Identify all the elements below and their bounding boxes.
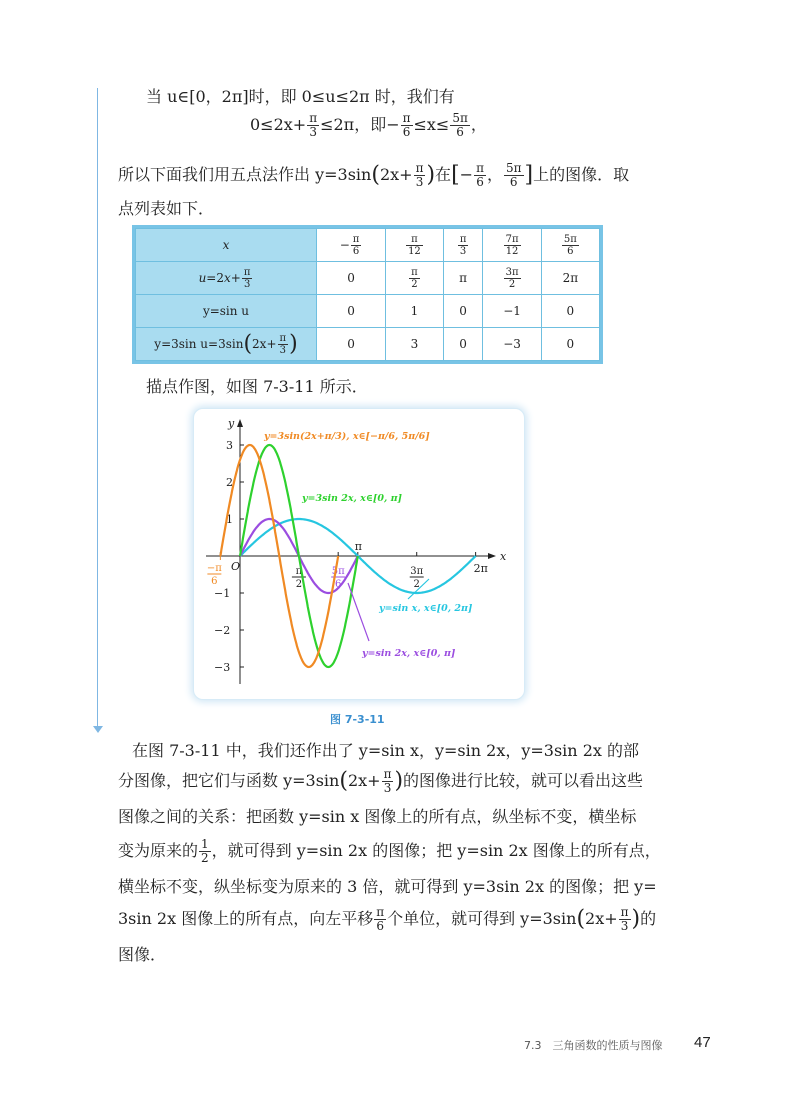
series-label: y=sin x, x∈[0, 2π] (379, 603, 473, 614)
x-tick-label: 5π (331, 566, 345, 577)
table-cell: $\frac{\pi}{12}$ (386, 229, 444, 262)
table-cell: $\frac{3\pi}{2}$ (483, 262, 541, 295)
table-cell: $\frac{5\pi}{6}$ (541, 229, 599, 262)
label-pointer (348, 583, 369, 641)
page-number: 47 (694, 1034, 711, 1051)
y-tick-label: −2 (214, 624, 231, 637)
table-cell: $\frac{\pi}{2}$ (386, 262, 444, 295)
table-cell: −3 (483, 328, 541, 361)
x-tick-label: −π (206, 563, 222, 574)
para-line-2: 分图像，把它们与函数 y=3sin(2x+ $\frac{\pi}{3}$ )的图像进行比较，就可以看出这些 (118, 767, 644, 795)
x-tick-label: 6 (211, 576, 218, 587)
para-line-3: 图像之间的关系：把函数 y=sin x 图像上的所有点，纵坐标不变，横坐标 (118, 807, 637, 826)
margin-guide-arrow (93, 726, 103, 733)
table-header-cell: u=2x+ $\frac{\pi}{3}$ (136, 262, 317, 295)
footer-section: 7.3 三角函数的性质与图像 (524, 1039, 663, 1052)
table-cell: − $\frac{\pi}{6}$ (317, 229, 386, 262)
intro-line-1: 当 u∈[0，2π]时，即 0≤u≤2π 时，我们有 (146, 87, 455, 106)
table-cell: $\frac{7\pi}{12}$ (483, 229, 541, 262)
para-line-1: 在图 7-3-11 中，我们还作出了 y=sin x，y=sin 2x，y=3sin 2x 的部 (132, 741, 639, 760)
y-tick-label: −1 (214, 587, 231, 600)
value-table (135, 228, 600, 361)
x-axis-arrow (488, 553, 496, 559)
table-header-cell: x (136, 229, 317, 262)
table-cell: π (443, 262, 483, 295)
x-tick-label: 2 (295, 579, 303, 590)
x-tick-label: 2π (473, 562, 488, 575)
table-header-cell: y=sin u (136, 295, 317, 328)
series-label: y=3sin(2x+π/3), x∈[−π/6, 5π/6] (264, 431, 430, 442)
y-tick-label: −3 (214, 661, 231, 674)
margin-guide-line (97, 88, 98, 728)
table-cell: 1 (386, 295, 444, 328)
table-cell: 0 (541, 328, 599, 361)
intro-line-2: 0≤2x+ $\frac{\pi}{3}$ ≤2π，即− $\frac{\pi}{6}$ ≤x≤ $\frac{5\pi}{6}$ ， (250, 111, 487, 139)
para-line-4: 变为原来的 $\frac{1}{2}$ ，就可得到 y=sin 2x 的图像；把 y=sin 2x 图像上的所有点， (118, 837, 661, 865)
figure-caption: 图 7-3-11 (330, 713, 385, 726)
para-line-6: 3sin 2x 图像上的所有点，向左平移 $\frac{\pi}{6}$ 个单位，就可得到 y=3sin(2x+ $\frac{\pi}{3}$ )的 (118, 905, 657, 933)
para-line-7: 图像． (118, 945, 167, 964)
table-cell: $\frac{\pi}{3}$ (443, 229, 483, 262)
x-tick-label: 6 (334, 579, 342, 590)
table-cell: 0 (443, 328, 483, 361)
y-tick-label: 3 (226, 439, 233, 452)
x-tick-label: π (295, 566, 303, 577)
y-tick-label: 1 (226, 513, 233, 526)
para-line-5: 横坐标不变，纵坐标变为原来的 3 倍，就可得到 y=3sin 2x 的图像；把 y= (118, 877, 657, 896)
table-cell: 0 (317, 295, 386, 328)
y-axis-label: y (228, 417, 235, 430)
table-cell: 0 (541, 295, 599, 328)
x-tick-label: O (231, 560, 241, 573)
x-tick-label: 2 (413, 579, 420, 590)
x-tick-label: 3π (410, 566, 424, 577)
figure-7-3-11 (193, 408, 525, 700)
series-label: y=3sin 2x, x∈[0, π] (302, 493, 403, 504)
describe-text: 描点作图，如图 7-3-11 所示． (146, 377, 368, 396)
table-row (136, 262, 600, 295)
y-axis-arrow (237, 419, 243, 427)
table-cell: 0 (317, 328, 386, 361)
table-row (136, 229, 600, 262)
table-cell: 0 (317, 262, 386, 295)
table-cell: 2π (541, 262, 599, 295)
table-cell: −1 (483, 295, 541, 328)
intro-line-4: 点列表如下． (118, 199, 215, 218)
table-row (136, 328, 600, 361)
y-tick-label: 2 (226, 476, 233, 489)
table-cell: 3 (386, 328, 444, 361)
intro-line-3: 所以下面我们用五点法作出 y=3sin(2x+ $\frac{\pi}{3}$ )在[− $\frac{\pi}{6}$ ， $\frac{5\pi}{6}$ ]上的图像．取 (118, 161, 630, 189)
x-axis-label: x (500, 550, 507, 563)
x-tick-label: π (354, 540, 363, 553)
table-cell: 0 (443, 295, 483, 328)
table-header-cell: y=3sin u=3sin(2x+ $\frac{\pi}{3}$ ) (136, 328, 317, 361)
table-row (136, 295, 600, 328)
sine-graph-chart (194, 409, 524, 699)
series-label: y=sin 2x, x∈[0, π] (362, 648, 456, 659)
